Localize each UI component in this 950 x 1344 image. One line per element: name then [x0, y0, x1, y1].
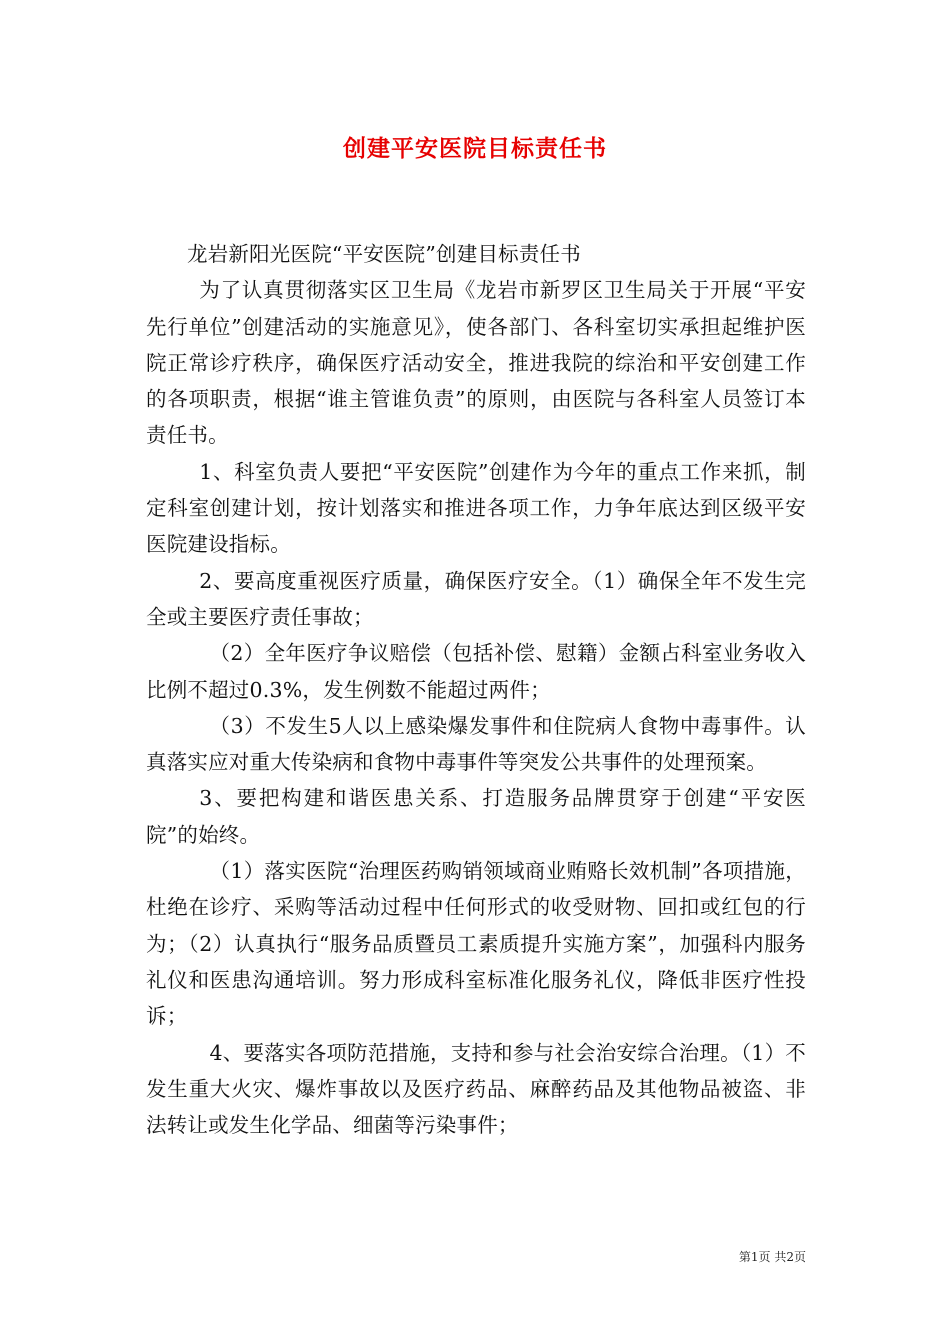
- paragraph-item-1: 1、科室负责人要把“平安医院”创建作为今年的重点工作来抓，制定科室创建计划，按计划落实和推进各项工作，力争年底达到区级平安医院建设指标。: [146, 459, 806, 557]
- paragraph-item-3: 3、要把构建和谐医患关系、打造服务品牌贯穿于创建“平安医院”的始终。: [146, 786, 806, 847]
- paragraph-item-2-sub-2: （2）全年医疗争议赔偿（包括补偿、慰籍）金额占科室业务收入比例不超过0.3%，发生例数不能超过两件；: [146, 641, 806, 702]
- page-number-footer: 第1页 共2页: [738, 1250, 806, 1264]
- paragraph-subtitle: 龙岩新阳光医院“平安医院”创建目标责任书: [187, 242, 581, 266]
- document-body: [146, 236, 806, 1143]
- paragraph-intro: 为了认真贯彻落实区卫生局《龙岩市新罗区卫生局关于开展“平安先行单位”创建活动的实施意见》，使各部门、各科室切实承担起维护医院正常诊疗秩序，确保医疗活动安全，推进我院的综治和平安创建工作的各项职责，根据“谁主管谁负责”的原则，由医院与各科室人员签订本责任书。: [146, 278, 806, 448]
- paragraph-item-2: 2、要高度重视医疗质量，确保医疗安全。（1）确保全年不发生完全或主要医疗责任事故；: [146, 568, 806, 629]
- paragraph-item-3-sub: （1）落实医院“治理医药购销领域商业贿赂长效机制”各项措施，杜绝在诊疗、采购等活动过程中任何形式的收受财物、回扣或红包的行为；（2）认真执行“服务品质暨员工素质提升实施方案”，加强科内服务礼仪和医患沟通培训。努力形成科室标准化服务礼仪，降低非医疗性投诉；: [146, 859, 806, 1029]
- paragraph-item-2-sub-3: （3）不发生5人以上感染爆发事件和住院病人食物中毒事件。认真落实应对重大传染病和食物中毒事件等突发公共事件的处理预案。: [146, 713, 806, 775]
- paragraph-item-4: 4、要落实各项防范措施，支持和参与社会治安综合治理。（1）不发生重大火灾、爆炸事故以及医疗药品、麻醉药品及其他物品被盗、非法转让或发生化学品、细菌等污染事件；: [146, 1040, 806, 1138]
- document-title: 创建平安医院目标责任书: [343, 135, 607, 162]
